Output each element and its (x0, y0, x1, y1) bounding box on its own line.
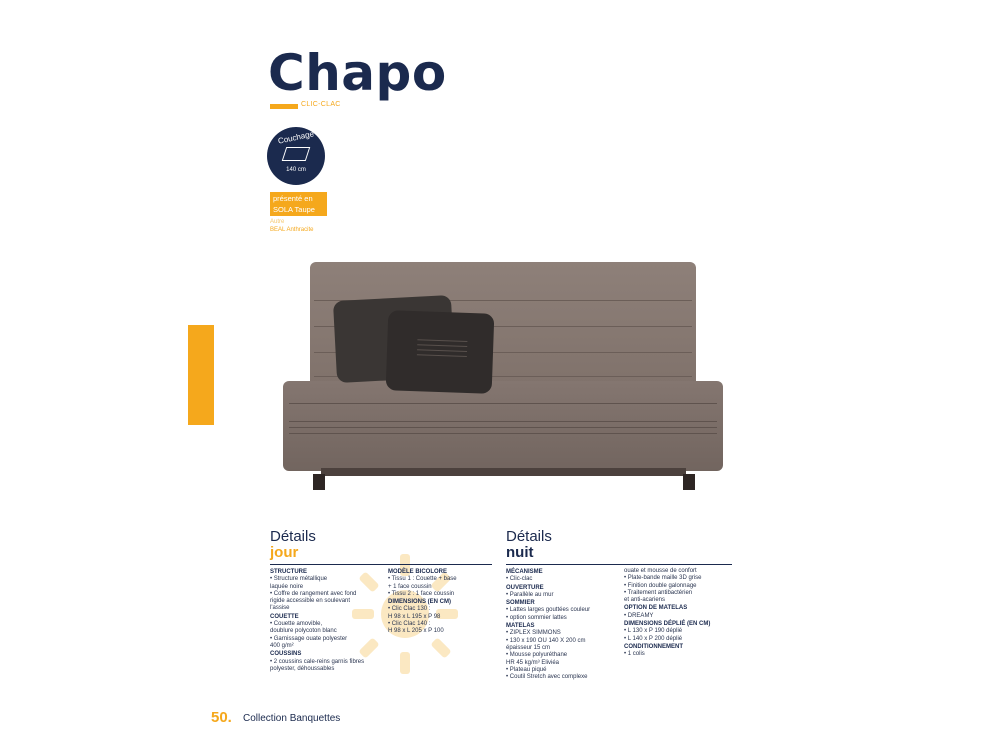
nuit-title: Détails (506, 528, 552, 545)
spec-line: • 130 x 190 OU 140 X 200 cm (506, 637, 586, 644)
spec-line: l'assise (270, 605, 290, 612)
sleeping-size-badge (267, 127, 325, 185)
spec-line: doublure polycoton blanc (270, 628, 337, 635)
spec-line: épaisseur 15 cm (506, 644, 551, 651)
spec-heading: COUSSINS (270, 651, 302, 658)
spec-line: laquée noire (270, 583, 304, 590)
accent-bar (270, 104, 298, 109)
sofa-image (283, 258, 723, 498)
jour-col1 (270, 568, 385, 673)
sofa-seat (283, 381, 723, 471)
spec-line: • 1 colis (624, 651, 645, 658)
spec-line: • Finition double galonnage (624, 582, 697, 589)
spec-line: 400 g/m² (270, 642, 294, 649)
spec-line: rigide accessible en soulevant (270, 598, 351, 605)
product-title: Chapo (268, 44, 447, 102)
spec-heading: STRUCTURE (270, 569, 307, 575)
fabric-label (270, 192, 327, 216)
spec-heading: MÉCANISME (506, 569, 543, 575)
spec-line: • L 130 x P 190 déplié (624, 628, 683, 635)
cushion (386, 310, 495, 394)
spec-line: H 98 x L 195 x P 98 (388, 613, 441, 620)
spec-line: • 2 coussins cale-reins garnis fibres (270, 658, 365, 665)
page-number: 50. (211, 709, 232, 726)
spec-heading: MATELAS (506, 623, 535, 630)
spec-line: • Structure métallique (270, 576, 328, 583)
spec-line: • L 140 x P 200 déplié (624, 635, 683, 642)
spec-line: • DREAMY (624, 612, 654, 619)
spec-line: • Clic Clac 130 : (388, 606, 431, 613)
spec-line: • Clic Clac 140 : (388, 621, 431, 628)
side-tab (188, 325, 214, 425)
spec-line: H 98 x L 205 x P 100 (388, 628, 444, 635)
spec-heading: DIMENSIONS (EN CM) (388, 599, 451, 606)
fabric-line2: SOLA Taupe (273, 205, 315, 214)
spec-heading: CONDITIONNEMENT (624, 643, 683, 650)
spec-heading: COUETTE (270, 613, 299, 620)
spec-line: • Plate-bande maille 3D grise (624, 575, 702, 582)
fabric-line1: présenté en (273, 194, 313, 203)
spec-line: • Coutil Stretch avec complexe (506, 674, 588, 681)
spec-line: • option sommier lattes (506, 614, 567, 621)
spec-heading: OUVERTURE (506, 584, 544, 591)
fabric-alt-name: BEAL Anthracite (270, 227, 314, 233)
bed-icon (282, 147, 311, 161)
jour-title: Détails (270, 528, 316, 545)
jour-col2 (388, 568, 494, 636)
spec-line: • Coffre de rangement avec fond (270, 590, 357, 597)
spec-heading: MODÈLE BICOLORE (388, 569, 448, 575)
spec-line: • ZIPLEX SIMMONS (506, 630, 561, 637)
sofa-leg (313, 474, 325, 490)
badge-size: 140 cm (286, 167, 306, 173)
spec-line: • Parallèle au mur (506, 591, 554, 598)
jour-subtitle: jour (270, 544, 299, 561)
spec-heading: OPTION DE MATELAS (624, 605, 688, 612)
nuit-divider (506, 564, 732, 565)
spec-line: et anti-acariens (624, 597, 666, 604)
spec-line: • Traitement antibactérien (624, 589, 693, 596)
spec-line: • Tissu 1 : Couette + base (388, 576, 457, 583)
spec-line: ouate et mousse de confort (624, 568, 697, 574)
spec-line: polyester, déhoussables (270, 665, 335, 672)
spec-line: • Lattes larges gouttées couleur (506, 607, 591, 614)
spec-line: + 1 face coussin (388, 583, 432, 590)
sofa-base (321, 468, 686, 476)
section-label: Collection Banquettes (243, 713, 341, 724)
spec-heading: DIMENSIONS DÉPLIÉ (EN CM) (624, 621, 711, 628)
spec-line: • Garnissage ouate polyester (270, 635, 348, 642)
badge-label: Couchage (277, 129, 315, 146)
spec-line: • Tissu 2 : 1 face coussin (388, 590, 455, 597)
spec-heading: SOMMIER (506, 600, 535, 607)
nuit-col2 (624, 568, 732, 659)
spec-line: • Clic-clac (506, 576, 533, 583)
sofa-leg (683, 474, 695, 490)
fabric-alt-label: Autre (270, 219, 285, 225)
nuit-subtitle: nuit (506, 544, 534, 561)
nuit-col1 (506, 568, 621, 681)
spec-line: HR 45 kg/m³ Eliviéa (506, 659, 560, 666)
product-subtitle: CLIC-CLAC (301, 101, 341, 108)
spec-line: • Mousse polyuréthane (506, 652, 568, 659)
jour-divider (270, 564, 492, 565)
spec-line: • Couette amovible, (270, 621, 323, 628)
spec-line: • Plateau piqué (506, 666, 547, 673)
